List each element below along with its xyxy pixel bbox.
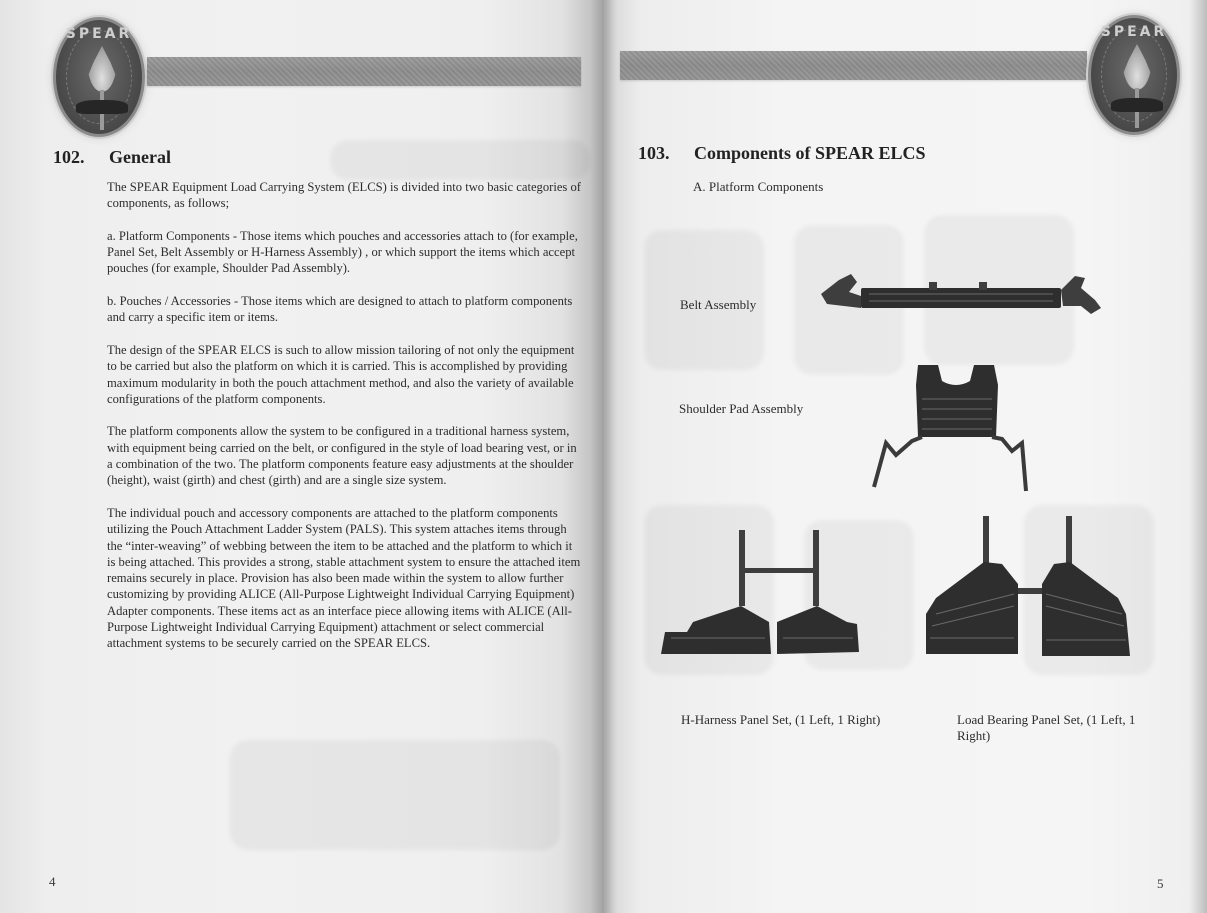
section-title: Components of SPEAR ELCS: [694, 143, 926, 163]
section-number: 102.: [53, 147, 85, 167]
figure-label-belt: Belt Assembly: [680, 297, 757, 312]
subsection-heading: A. Platform Components: [693, 179, 824, 194]
panther-icon: [76, 100, 128, 114]
paragraph-configuration: The platform components allow the system to be configured in a traditional harness system, with equipment being carried on the belt, or configured in the style of load bearing vest, or in a combination of the two. The platform components feature easy adjustments at the shoulder (height), waist (girth) and chest (girth) and are a single size system.: [107, 424, 577, 488]
paragraph-pouches-accessories: b. Pouches / Accessories - Those items which are designed to attach to platform components and carry a specific item or items.: [107, 294, 573, 325]
h-harness-panel-set-image: [657, 528, 897, 658]
load-bearing-panel-set-image: [922, 514, 1132, 664]
bleed-through-shadow: [230, 740, 560, 850]
panther-icon: [1111, 98, 1163, 112]
logo-text: SPEAR: [1100, 24, 1168, 40]
paragraph-intro: The SPEAR Equipment Load Carrying System (ELCS) is divided into two basic categories of components, as follows;: [107, 180, 581, 211]
right-page: [604, 0, 1207, 913]
paragraph-platform-components: a. Platform Components - Those items which pouches and accessories attach to (for example, Panel Set, Belt Assembly or H-Harness Assembly) , or which support the items which accept pouches (for example, Shoulder Pad Assembly).: [107, 228, 578, 276]
section-number: 103.: [638, 143, 670, 163]
header-bar: [147, 57, 581, 86]
bleed-through-shadow: [330, 140, 590, 180]
shoulder-pad-assembly-image: [866, 363, 1036, 495]
paragraph-design: The design of the SPEAR ELCS is such to allow mission tailoring of not only the equipment to be carried but also the platform on which it is carried. This is accomplished by providing maximum modularity in both the pouch attachment method, and also the variety of available configurations of the platform components.: [107, 342, 575, 406]
spear-logo: [1088, 15, 1180, 135]
page-number: 4: [49, 874, 56, 889]
section-heading: [638, 143, 926, 164]
header-bar: [620, 51, 1087, 80]
spear-logo: [53, 17, 145, 137]
paragraph-pals: The individual pouch and accessory components are attached to the platform components utilizing the Pouch Attachment Ladder System (PALS). This system attaches items through the “inter-weaving” of webbing between the item to be attached and the platform to which it is being attached. This provides a strong, stable attachment system to ensure the attached item remains securely in place. Provision has also been made within the system to allow further customizing by providing ALICE (All-Purpose Lightweight Individual Carrying Equipment) Adapter components. These items act as an interface piece allowing items with ALICE (All-Purpose Lightweight Individual Carrying Equipment) attachment or select commercial attachment systems to be securely carried on the SPEAR ELCS.: [107, 505, 581, 651]
body-text: [107, 179, 582, 668]
section-heading: [53, 147, 171, 168]
section-title: General: [109, 147, 171, 167]
figure-label-load-bearing: Load Bearing Panel Set, (1 Left, 1 Right): [957, 712, 1136, 743]
figure-label-shoulder-pad: Shoulder Pad Assembly: [679, 401, 804, 416]
page-number: 5: [1157, 876, 1164, 891]
logo-text: SPEAR: [65, 26, 133, 42]
belt-assembly-image: [819, 272, 1104, 322]
figure-label-h-harness: H-Harness Panel Set, (1 Left, 1 Right): [681, 712, 881, 727]
